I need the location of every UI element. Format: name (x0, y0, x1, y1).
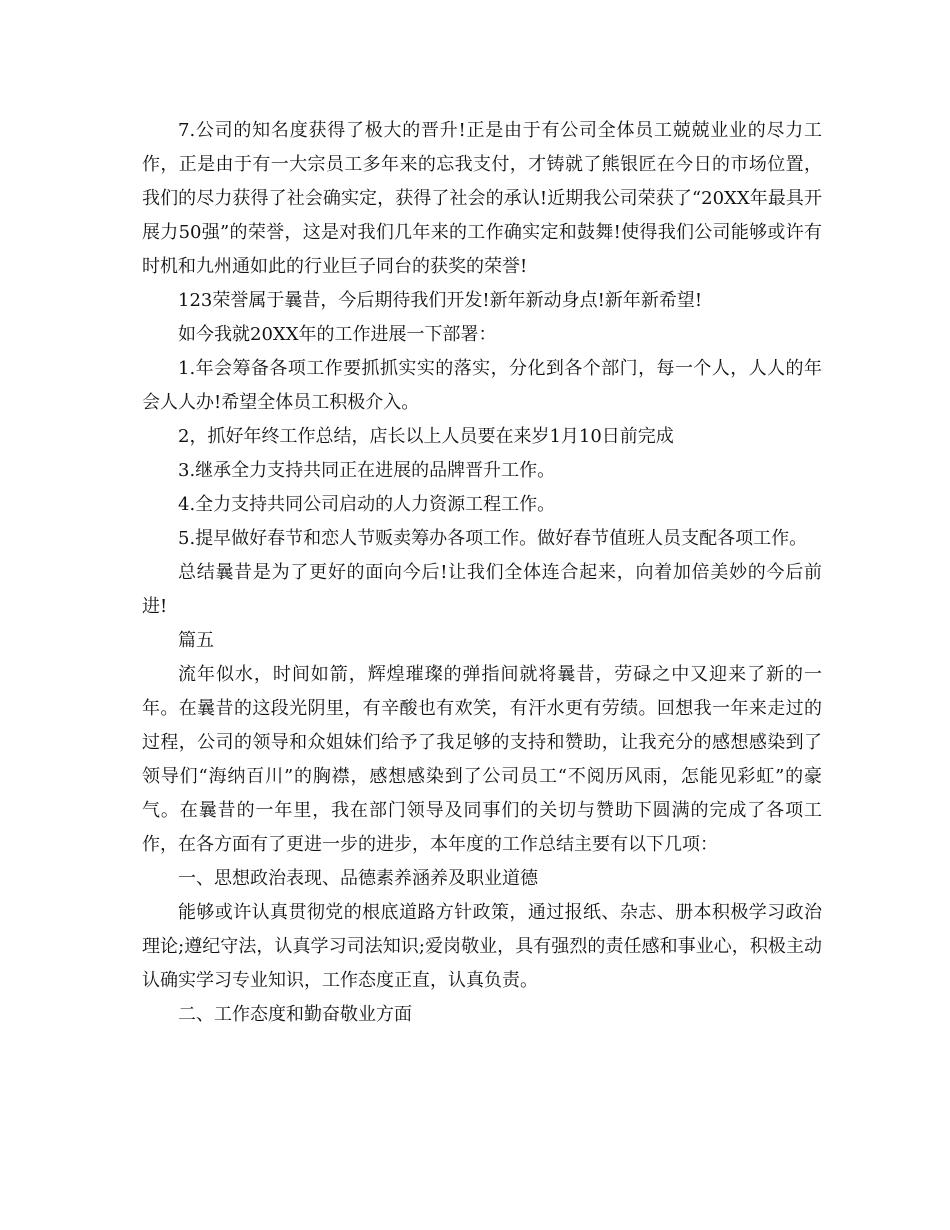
paragraph-summary: 总结曩昔是为了更好的面向今后!让我们全体连合起来，向着加倍美妙的今后前进! (142, 562, 822, 617)
paragraph-plan-item-1: 1.年会筹备各项工作要抓抓实实的落实，分化到各个部门，每一个人，人人的年会人人办!希望全体员工积极介入。 (142, 358, 822, 413)
paragraph-reputation: 7.公司的知名度获得了极大的晋升!正是由于有公司全体员工兢兢业业的尽力工作，正是由于有一大宗员工多年来的忘我支付，才铸就了熊银匠在今日的市场位置，我们的尽力获得了社会确实定，获得了社会的承认!近期我公司荣获了“20XX年最具开展力50强”的荣誉，这是对我们几年来的工作确实定和鼓舞!使得我们公司能够或许有时机和九州通如此的行业巨子同台的获奖的荣誉! (142, 120, 822, 277)
paragraph-honor: 123荣誉属于曩昔，今后期待我们开发!新年新动身点!新年新希望! (178, 290, 703, 311)
section-heading-ideology: 一、思想政治表现、品德素养涵养及职业道德 (178, 868, 538, 889)
paragraph-plan-item-2: 2，抓好年终工作总结，店长以上人员要在来岁1月10日前完成 (178, 426, 674, 447)
paragraph-ideology: 能够或许认真贯彻党的根底道路方针政策，通过报纸、杂志、册本积极学习政治理论;遵纪守法，认真学习司法知识;爱岗敬业，具有强烈的责任感和事业心，积极主动认确实学习专业知识，工作态度正直，认真负责。 (142, 902, 822, 991)
section-heading-part-five: 篇五 (178, 630, 214, 651)
paragraph-plan-item-4: 4.全力支持共同公司启动的人力资源工程工作。 (178, 494, 556, 515)
paragraph-plan-item-3: 3.继承全力支持共同正在进展的品牌晋升工作。 (178, 460, 556, 481)
section-heading-work-attitude: 二、工作态度和勤奋敬业方面 (178, 1004, 412, 1025)
document-body (142, 114, 822, 1032)
paragraph-plan-item-5: 5.提早做好春节和恋人节贩卖筹办各项工作。做好春节值班人员支配各项工作。 (178, 528, 808, 549)
paragraph-year-review: 流年似水，时间如箭，辉煌璀璨的弹指间就将曩昔，劳碌之中又迎来了新的一年。在曩昔的这段光阴里，有辛酸也有欢笑，有汗水更有劳绩。回想我一年来走过的过程，公司的领导和众姐妹们给予了我足够的支持和赞助，让我充分的感想感染到了领导们“海纳百川”的胸襟，感想感染到了公司员工“不阅历风雨，怎能见彩虹”的豪气。在曩昔的一年里，我在部门领导及同事们的关切与赞助下圆满的完成了各项工作，在各方面有了更进一步的进步，本年度的工作总结主要有以下几项： (142, 664, 822, 855)
paragraph-plan-intro: 如今我就20XX年的工作进展一下部署： (178, 324, 497, 345)
